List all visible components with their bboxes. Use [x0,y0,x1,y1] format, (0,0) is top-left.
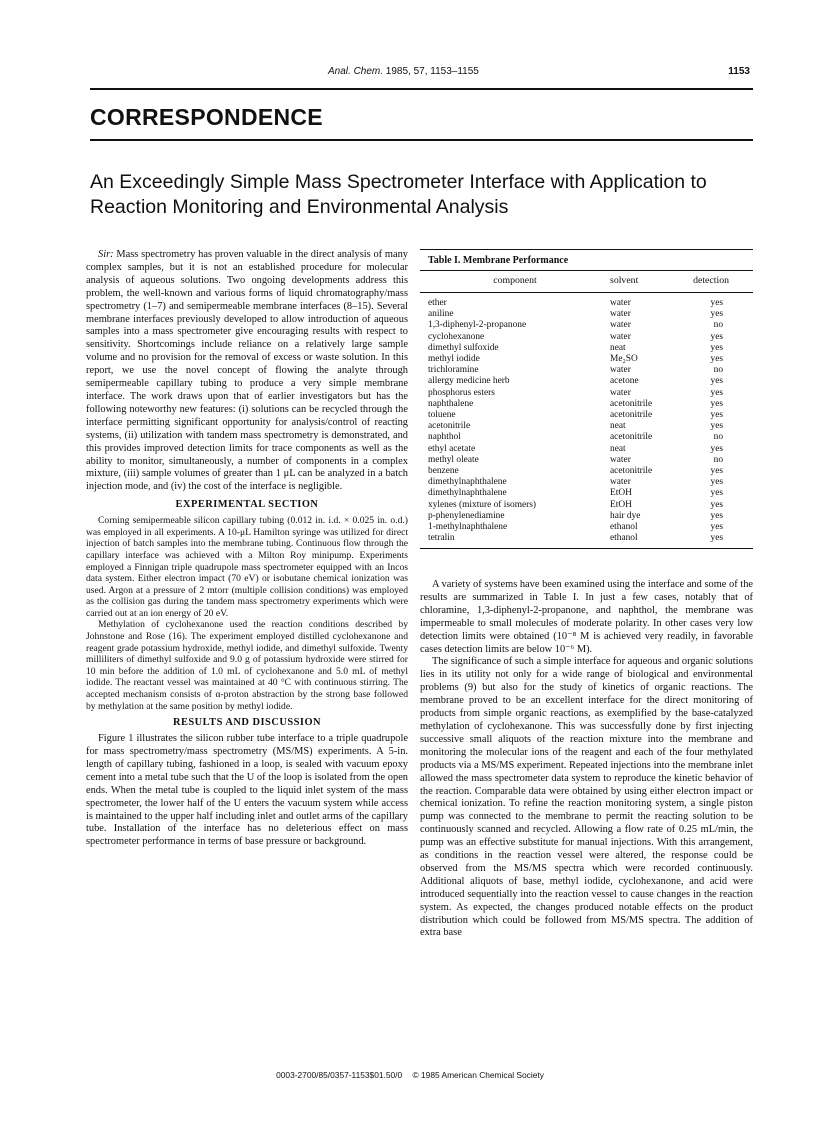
table-top-rule [420,249,753,250]
table-row [420,511,753,522]
cell-solvent: water [610,331,631,342]
cell-component: naphthalene [428,398,474,409]
table-row [420,466,753,477]
cell-component: ether [428,298,447,308]
cell-solvent: acetone [610,376,639,387]
cell-detection: yes [710,421,723,432]
cell-solvent: water [610,477,631,488]
table-row [420,500,753,511]
cell-detection: yes [710,466,723,477]
table-row [420,421,753,432]
cell-solvent: water [610,309,631,320]
page-footer [0,1070,820,1080]
cell-solvent: Me₂SO [610,354,638,365]
cell-solvent: ethanol [610,533,688,549]
cell-detection: no [713,320,723,331]
table-row [420,488,753,499]
table [420,270,753,549]
membrane-performance-table [420,249,753,549]
table-row [420,388,753,399]
cell-detection: yes [710,342,723,353]
experimental-body [86,515,408,712]
table-row [420,365,753,376]
footer-code: 0003-2700/85/0357-1153$01.50/0 [276,1070,403,1080]
page-number: 1153 [728,66,750,77]
journal-citation: 1985, 57, 1153–1155 [383,66,479,77]
cell-component: cyclohexanone [428,331,485,342]
cell-solvent: water [610,454,631,465]
cell-detection: yes [688,533,753,549]
cell-solvent: neat [610,421,626,432]
header-detection: detection [688,271,753,293]
cell-solvent: EtOH [610,499,632,510]
table-row [420,309,753,320]
cell-solvent: water [610,365,631,376]
cell-component: allergy medicine herb [428,376,510,387]
table-header-row [420,271,753,293]
cell-solvent: water [610,298,631,308]
journal-name: Anal. Chem. [328,66,384,77]
intro-text: Mass spectrometry has proven valuable in the direct analysis of many complex samples, but it is not an established procedure for molecular analysis of aqueous solutions. Two ongoing developments address this problem, the well-known and various forms of liquid chromatography/mass spectrometry (1–7) and semipermeable membrane interfaces (8–15). Several membrane interfaces previously developed to allow introduction of aqueous samples into a mass spectrometer give encouraging results with respect to sensitivity. Shortcomings include reliance on a relatively large sample volume and no provision for the removal of excess or waste solution. In this report, we use the novel concept of flowing the analyte through semipermeable capillary tubing to produce a very simple membrane interface. The work draws upon that of earlier investigators but has the following noteworthy new features: (i) solutions can be recycled through the interface permitting significant opportunity for analysis/control of reacting systems, (ii) utilization with tandem mass spectrometry is demonstrated, and this provides improved detection limits for trace components as well as the ability to monitor, simultaneously, a number of components in a complex mixture, (iii) sample volumes of greater than 1 μL can be analyzed in a batch injection mode, and (iv) the cost of the interface is negligible. [86,249,408,493]
cell-solvent: acetonitrile [610,432,653,443]
table-row [420,444,753,455]
cell-component: trichloramine [428,365,479,376]
cell-component: 1-methylnaphthalene [428,522,508,533]
cell-detection: yes [710,331,723,342]
cell-solvent: neat [610,443,626,454]
table-row [420,343,753,354]
table-row [420,522,753,533]
cell-component: xylenes (mixture of isomers) [428,499,537,510]
cell-detection: no [713,365,723,376]
table-row [420,376,753,387]
table-row [420,477,753,488]
cell-component: naphthol [428,432,461,443]
cell-solvent: acetonitrile [610,466,653,477]
table-row [420,533,753,549]
cell-detection: yes [710,398,723,409]
footer-copyright: © 1985 American Chemical Society [412,1070,544,1080]
table-row [420,410,753,421]
cell-detection: yes [710,410,723,421]
cell-detection: yes [710,510,723,521]
cell-solvent: acetonitrile [610,398,653,409]
cell-component: aniline [428,309,454,320]
table-caption: Table I. Membrane Performance [428,255,569,266]
cell-detection: yes [710,522,723,533]
experimental-paragraph-2: Methylation of cyclohexanone used the reaction conditions described by Johnstone and Rose (16). The experiment employed distilled cyclohexanone and reagent grade potassium hydroxide, methyl iodide, and dimethyl sulfoxide. Twenty milliliters of dimethyl sulfoxide and 9.0 g of potassium hydroxide were stirred for 10 min before the addition of 1.0 mL of cyclohexanone and 5.0 mL of methyl iodide. The reactant vessel was maintained at 40 °C with continuous stirring. The accepted mechanism consists of α-proton abstraction by the strong base followed by methylation at the same position by methyl iodide. [86,619,408,712]
cell-solvent: hair dye [610,510,641,521]
cell-solvent: water [610,320,631,331]
cell-detection: no [713,432,723,443]
cell-component: ethyl acetate [428,443,476,454]
salutation: Sir: [98,249,114,260]
cell-detection: yes [710,309,723,320]
cell-component: benzene [428,466,459,477]
section-label: CORRESPONDENCE [90,104,323,130]
right-column [420,579,753,940]
cell-detection: yes [710,298,723,308]
cell-component: acetonitrile [428,421,471,432]
article-title: An Exceedingly Simple Mass Spectrometer Interface with Application to Reaction Monitoring and Environmental Analysis [90,171,707,218]
experimental-paragraph-1: Corning semipermeable silicon capillary tubing (0.012 in. i.d. × 0.025 in. o.d.) was employed in all experiments. A 10-μL Hamilton syringe was utilized for direct injection of batch samples into the membrane tubing. Continuous flow through the capillary interface was achieved with a Milton Roy minipump. Experiments employed a Finnigan triple quadrupole mass spectrometer equipped with an Incos data system. Either electron impact (70 eV) or isobutane chemical ionization was used. Argon at a pressure of 2 mtorr (multiple collision conditions) was employed as the collision gas during the tandem mass spectrometry experiments which were carried out at an ion energy of 20 eV. [86,515,408,619]
cell-detection: yes [710,376,723,387]
cell-component: tetralin [420,533,610,549]
results-heading: RESULTS AND DISCUSSION [172,717,322,729]
cell-detection: yes [710,499,723,510]
table-row [420,354,753,365]
cell-component: dimethyl sulfoxide [428,342,499,353]
cell-component: methyl oleate [428,454,479,465]
cell-solvent: water [610,387,631,398]
cell-solvent: neat [610,342,626,353]
table-row [420,455,753,466]
results-paragraph-1: Figure 1 illustrates the silicon rubber tube interface to a triple quadrupole for mass spectrometry/mass spectrometry (MS/MS) experiments. A 5-in. length of capillary tubing, fashioned in a loop, is sealed with vacuum epoxy cement into a metal tube such that the U of the loop is isolated from the open ends. When the metal tube is coupled to the liquid inlet system of the mass spectrometer, the lower half of the U enters the vacuum system while access is maintained to the upper half including inlet and outlet arms of the capillary tube. Installation of the interface has no deleterious effect on mass spectrometer performance in terms of base pressure or background. [86,733,408,848]
left-column [86,249,408,849]
cell-component: toluene [428,410,456,421]
cell-detection: yes [710,477,723,488]
cell-component: 1,3-diphenyl-2-propanone [428,320,527,331]
table-body [420,293,753,549]
header-component: component [420,271,610,293]
cell-detection: yes [710,443,723,454]
table-row [420,320,753,331]
cell-solvent: EtOH [610,488,632,499]
cell-detection: yes [710,488,723,499]
cell-solvent: acetonitrile [610,410,653,421]
header-solvent: solvent [610,271,688,293]
results-paragraph-3: The significance of such a simple interface for aqueous and organic solutions lies in its utility not only for a wide range of biological and environmental problems (9) but also for the study of kinetics of organic reactions. The membrane proved to be an excellent interface for the direct monitoring of products from simple organic reactions, as exemplified by the base-catalyzed methylation of cyclohexanone. This was successfully done by first injecting successive small aliquots of the reaction mixture into the membrane and monitoring the molecular ions of the reagent and each of the four methylated products via a MS/MS experiment. Repeated injections into the membrane inlet allowed the mass spectrometer data system to reproduce the kinetic behavior of the reaction. Comparable data were obtained by using either electron impact or chemical ionization. To refine the reaction monitoring system, a single piston pump was connected to the membrane to permit the reacting solution to be continuously scanned and recycled. Allowing a flow rate of 0.25 mL/min, the pump was an effective substitute for manual injections. With this arrangement, as conditions in the reaction vessel were altered, the response could be observed from the MS/MS spectra which were recorded continuously. Additional aliquots of base, methyl iodide, cyclohexanone, and acid were introduced sequentially into the reaction vessel to cause changes in the reaction system. As expected, the changes produced notable effects on the product distribution which could be followed from MS/MS spectra. The addition of extra base [420,656,753,939]
cell-detection: yes [710,387,723,398]
experimental-heading: EXPERIMENTAL SECTION [175,499,319,511]
table-row [420,293,753,310]
table-row [420,399,753,410]
table-row [420,432,753,443]
section-rule [90,139,753,141]
cell-detection: no [713,454,723,465]
results-paragraph-2: A variety of systems have been examined using the interface and some of the results are summarized in Table I. In just a few cases, notably that of chloramine, 1,3-diphenyl-2-propanone, and naphthol, the membrane was impermeable to small molecules of moderate polarity. In other cases very low detection limits were obtained (10⁻⁸ M is achieved very readily, in favorable cases detection limits are below 10⁻⁶ M). [420,579,753,655]
running-head-journal [328,66,479,77]
cell-component: dimethylnaphthalene [428,488,507,499]
cell-detection: yes [710,354,723,365]
cell-component: methyl iodide [428,354,480,365]
cell-component: dimethylnaphthalene [428,477,507,488]
cell-component: p-phenylenediamine [428,510,505,521]
cell-solvent: ethanol [610,522,638,533]
intro-paragraph [86,249,408,494]
table-row [420,332,753,343]
cell-component: phosphorus esters [428,387,495,398]
header-rule [90,88,753,90]
